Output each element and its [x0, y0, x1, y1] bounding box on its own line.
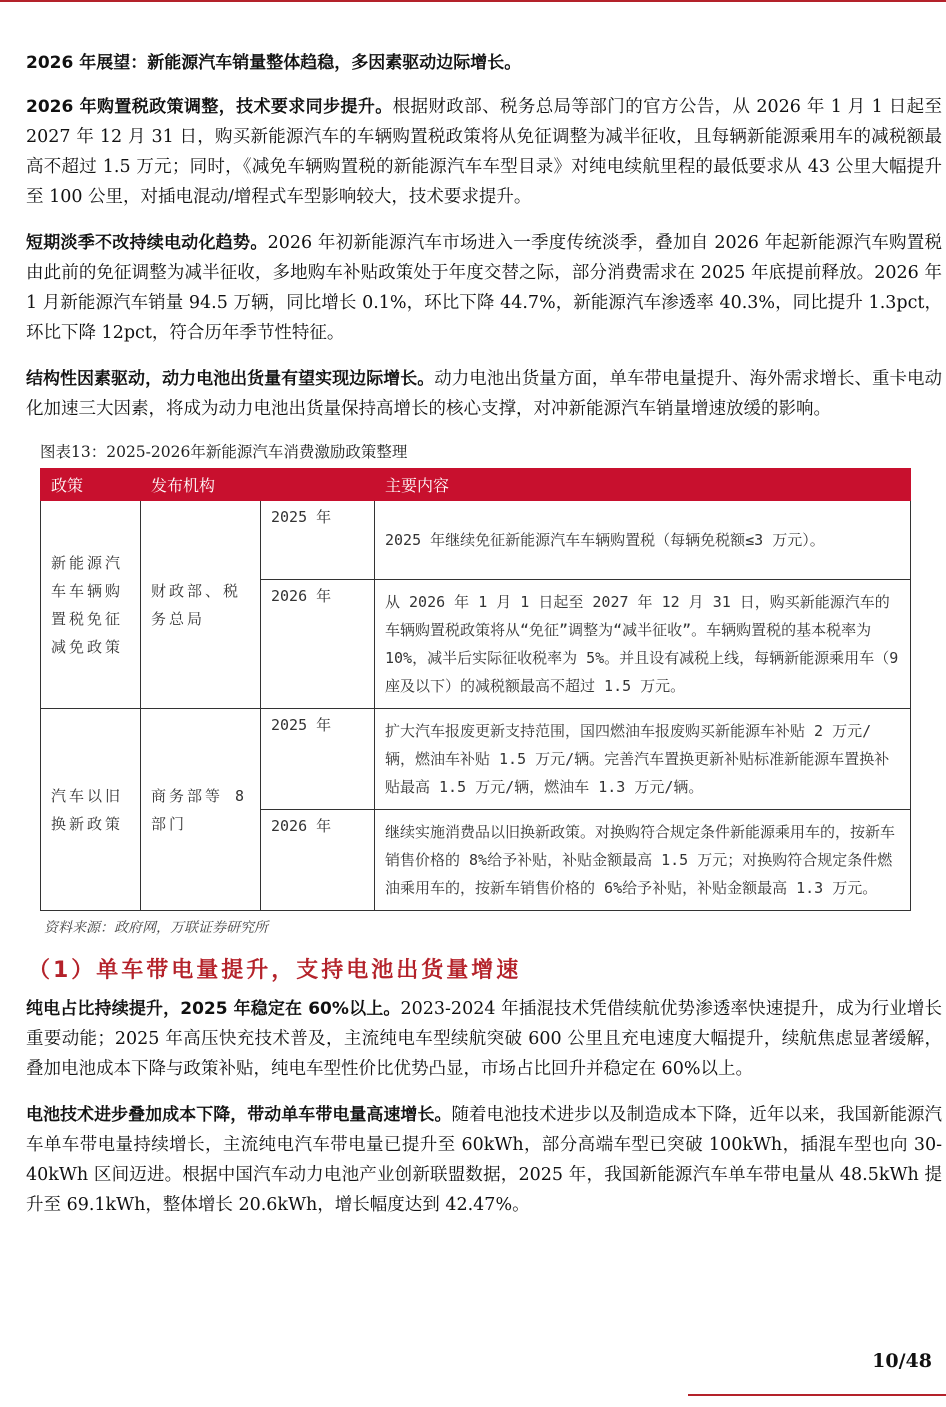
policy-table: [40, 468, 911, 911]
agency-cell: 商务部等 8 部门: [141, 709, 261, 911]
table-row: [41, 709, 911, 810]
policy-cell: 新能源汽车车辆购置税免征减免政策: [41, 501, 141, 709]
content-cell: 继续实施消费品以旧换新政策。对换购符合规定条件新能源乘用车的，按新车销售价格的 8%给予补贴，补贴金额最高 1.5 万元；对换购符合规定条件燃油乘用车的，按新车销售价格的 6%给予补贴，补贴金额最高 1.3 万元。: [375, 810, 911, 911]
figure-source: 资料来源：政府网，万联证券研究所: [44, 920, 268, 936]
paragraph-battery-capacity: 电池技术进步叠加成本下降，带动单车带电量高速增长。随着电池技术进步以及制造成本下降，近年以来，我国新能源汽车单车带电量持续增长，主流纯电汽车带电量已提升至 60kWh，部分高端车型已突破 100kWh，插混车型也向 30-40kWh 区间迈进。根据中国汽车动力电池产业创新联盟数据，2025 年，我国新能源汽车单车带电量从 48.5kWh 提升至 69.1kWh，整体增长 20.6kWh，增长幅度达到 42.47%。: [26, 1105, 943, 1215]
top-rule: [0, 0, 946, 2]
paragraph-bev-share: 纯电占比持续提升，2025 年稳定在 60%以上。2023-2024 年插混技术凭借续航优势渗透率快速提升，成为行业增长重要动能；2025 年高压快充技术普及，主流纯电车型续航突破 600 公里且充电速度大幅提升，续航焦虑显著缓解，叠加电池成本下降与政策补贴，纯电车型性价比优势凸显，市场占比回升并稳定在 60%以上。: [26, 999, 943, 1079]
paragraph-offseason: 短期淡季不改持续电动化趋势。2026 年初新能源汽车市场进入一季度传统淡季，叠加自 2026 年起新能源汽车购置税由此前的免征调整为减半征收，多地购车补贴政策处于年度交替之际，部分消费需求在 2025 年底提前释放。2026 年 1 月新能源汽车销量 94.5 万辆，同比增长 0.1%，环比下降 44.7%，新能源汽车渗透率 40.3%，同比提升 1.3pct，环比下降 12pct，符合历年季节性特征。: [26, 233, 943, 343]
agency-cell: 财政部、税务总局: [141, 501, 261, 709]
content-cell: 扩大汽车报废更新支持范围，国四燃油车报废购买新能源车补贴 2 万元/辆，燃油车补贴 1.5 万元/辆。完善汽车置换更新补贴标准新能源车置换补贴最高 1.5 万元/辆，燃油车 1.3 万元/辆。: [375, 709, 911, 810]
outlook-heading: 2026 年展望：新能源汽车销量整体趋稳，多因素驱动边际增长。: [26, 53, 522, 73]
year-cell: 2025 年: [261, 501, 375, 580]
year-cell: 2026 年: [261, 580, 375, 709]
page-number: 10/48: [872, 1350, 932, 1372]
table-header-row: [41, 469, 911, 501]
paragraph-structural: 结构性因素驱动，动力电池出货量有望实现边际增长。动力电池出货量方面，单车带电量提升、海外需求增长、重卡电动化加速三大因素，将成为动力电池出货量保持高增长的核心支撑，对冲新能源汽车销量增速放缓的影响。: [26, 369, 943, 419]
table-row: [41, 501, 911, 580]
document-body: [26, 48, 942, 1236]
paragraph-tax-policy: 2026 年购置税政策调整，技术要求同步提升。根据财政部、税务总局等部门的官方公告，从 2026 年 1 月 1 日起至 2027 年 12 月 31 日，购买新能源汽车的车辆购置税政策将从免征调整为减半征收，且每辆新能源乘用车的减税额最高不超过 1.5 万元；同时，《减免车辆购置税的新能源汽车车型目录》对纯电续航里程的最低要求从 43 公里大幅提升至 100 公里，对插电混动/增程式车型影响较大，技术要求提升。: [26, 97, 942, 207]
policy-cell: 汽车以旧换新政策: [41, 709, 141, 911]
header-agency: 发布机构: [141, 469, 261, 501]
year-cell: 2025 年: [261, 709, 375, 810]
header-year: [261, 469, 375, 501]
content-cell: 从 2026 年 1 月 1 日起至 2027 年 12 月 31 日，购买新能源汽车的车辆购置税政策将从“免征”调整为“减半征收”。车辆购置税的基本税率为 10%，减半后实际征收税率为 5%。并且设有减税上线，每辆新能源乘用车（9 座及以下）的减税额最高不超过 1.5 万元。: [375, 580, 911, 709]
year-cell: 2026 年: [261, 810, 375, 911]
figure-title: 图表13：2025-2026年新能源汽车消费激励政策整理: [40, 443, 408, 461]
header-policy: 政策: [41, 469, 141, 501]
bottom-rule: [688, 1394, 946, 1396]
header-content: 主要内容: [375, 469, 911, 501]
section-heading: （1）单车带电量提升，支持电池出货量增速: [28, 958, 522, 983]
content-cell: 2025 年继续免征新能源汽车车辆购置税（每辆免税额≤3 万元）。: [375, 501, 911, 580]
